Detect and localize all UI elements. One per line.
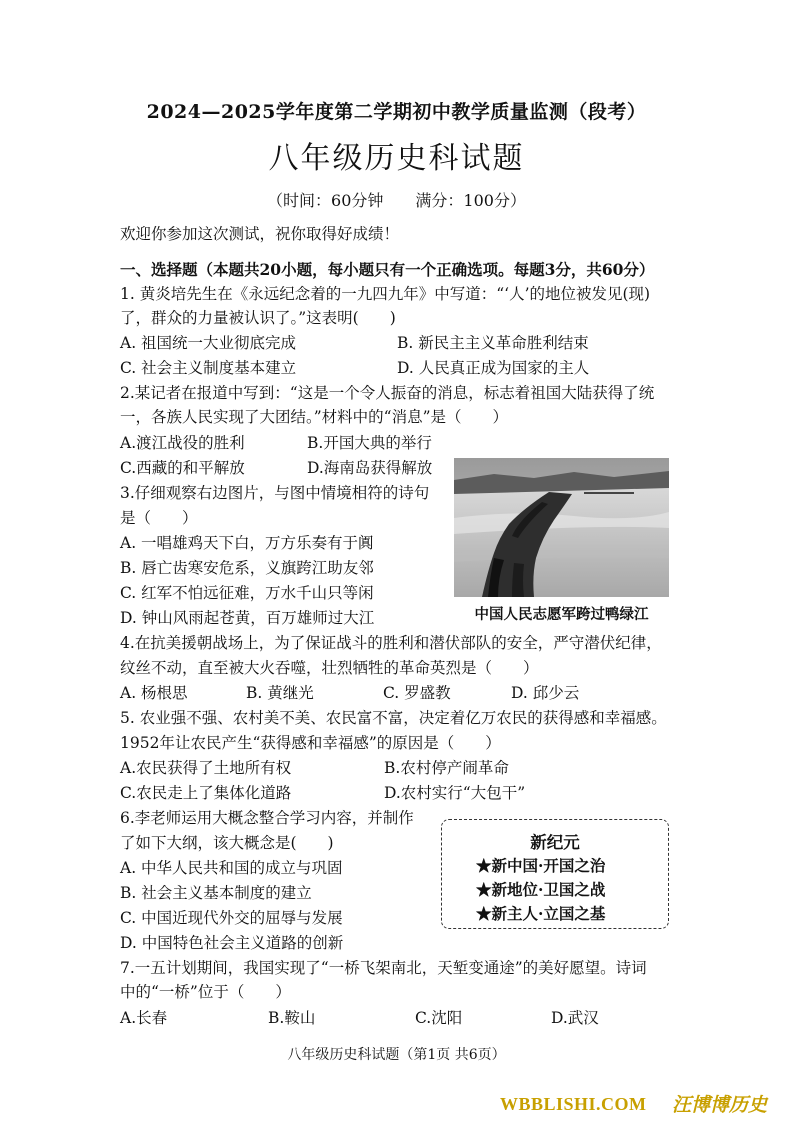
soldiers-crossing-icon [454,458,669,597]
question-stem: 3.仔细观察右边图片，与图中情境相符的诗句 [120,484,430,502]
watermark-site: WBBLISHI.COM [500,1094,647,1114]
option-c[interactable]: C. 社会主义制度基本建立 [120,359,297,377]
option-d[interactable]: D.农村实行“大包干” [384,784,526,802]
option-c[interactable]: C.农民走上了集体化道路 [120,784,292,802]
option-a[interactable]: A. 祖国统一大业彻底完成 [120,334,297,352]
option-b[interactable]: B. 社会主义基本制度的建立 [120,884,312,902]
outline-box [441,819,669,929]
option-a[interactable]: A.渡江战役的胜利 [120,434,245,452]
option-a[interactable]: A. 杨根思 [120,684,188,702]
option-d[interactable]: D. 人民真正成为国家的主人 [397,359,590,377]
question-stem: 2.某记者在报道中写到：“这是一个令人振奋的消息，标志着祖国大陆获得了统 [120,384,655,402]
option-b[interactable]: B.开国大典的举行 [307,434,432,452]
option-c[interactable]: C.西藏的和平解放 [120,459,245,477]
question-stem: 了如下大纲，该大概念是( ) [120,834,334,852]
question-stem: 6.李老师运用大概念整合学习内容，并制作 [120,809,414,827]
watermark-signature: 汪博博历史 [672,1094,768,1116]
outline-item: ★新中国·开国之治 [476,856,606,875]
option-a[interactable]: A.农民获得了土地所有权 [120,759,292,777]
welcome-text: 欢迎你参加这次测试，祝你取得好成绩！ [120,225,400,243]
question-stem: 4.在抗美援朝战场上，为了保证战斗的胜利和潜伏部队的安全，严守潜伏纪律， [120,634,662,652]
question-stem: 7.一五计划期间，我国实现了“一桥飞架南北，天堑变通途”的美好愿望。诗词 [120,959,647,977]
option-a[interactable]: A. 中华人民共和国的成立与巩固 [120,859,343,877]
option-c[interactable]: C. 红军不怕远征难，万水千山只等闲 [120,584,374,602]
option-c[interactable]: C. 中国近现代外交的屈辱与发展 [120,909,343,927]
question-stem: 1952年让农民产生“获得感和幸福感”的原因是（ ） [120,734,501,752]
option-b[interactable]: B. 新民主主义革命胜利结束 [397,334,589,352]
page-footer: 八年级历史科试题（第1页 共6页） [287,1047,506,1063]
historical-photo [454,458,669,597]
question-stem: 一，各族人民实现了大团结。”材料中的“消息”是（ ） [120,408,509,426]
question-stem: 1. 黄炎培先生在《永远纪念着的一九四九年》中写道：“‘人’的地位被发见(现) [120,285,651,303]
question-stem: 纹丝不动，直至被大火吞噬，壮烈牺牲的革命英烈是（ ） [120,659,539,677]
option-a[interactable]: A.长春 [120,1009,168,1027]
option-b[interactable]: B. 唇亡齿寒安危系，义旗跨江助友邻 [120,559,374,577]
exam-info: （时间：60分钟 满分：100分） [267,191,526,210]
option-b[interactable]: B.农村停产闹革命 [384,759,509,777]
outline-item: ★新主人·立国之基 [476,904,606,923]
option-d[interactable]: D. 中国特色社会主义道路的创新 [120,934,344,952]
outline-item: ★新地位·卫国之战 [476,880,606,899]
outline-title: 新纪元 [530,833,580,852]
option-c[interactable]: C. 罗盛教 [383,684,451,702]
question-stem: 是（ ） [120,509,198,527]
option-b[interactable]: B. 黄继光 [246,684,314,702]
exam-title: 2024—2025学年度第二学期初中教学质量监测（段考） [146,101,647,123]
option-c[interactable]: C.沈阳 [415,1009,463,1027]
section-heading: 一、选择题（本题共20小题，每小题只有一个正确选项。每题3分，共60分） [120,260,655,279]
option-d[interactable]: D. 钟山风雨起苍黄，百万雄师过大江 [120,609,375,627]
option-d[interactable]: D. 邱少云 [511,684,580,702]
subject-title: 八年级历史科试题 [268,141,525,176]
photo-caption: 中国人民志愿军跨过鸭绿江 [474,606,649,623]
option-d[interactable]: D.武汉 [551,1009,599,1027]
option-d[interactable]: D.海南岛获得解放 [307,459,433,477]
question-stem: 5. 农业强不强、农村美不美、农民富不富，决定着亿万农民的获得感和幸福感。 [120,709,667,727]
question-stem: 中的“一桥”位于（ ） [120,983,291,1001]
option-a[interactable]: A. 一唱雄鸡天下白，万方乐奏有于阗 [120,534,374,552]
question-stem: 了，群众的力量被认识了。”这表明( ) [120,309,396,327]
option-b[interactable]: B.鞍山 [268,1009,316,1027]
